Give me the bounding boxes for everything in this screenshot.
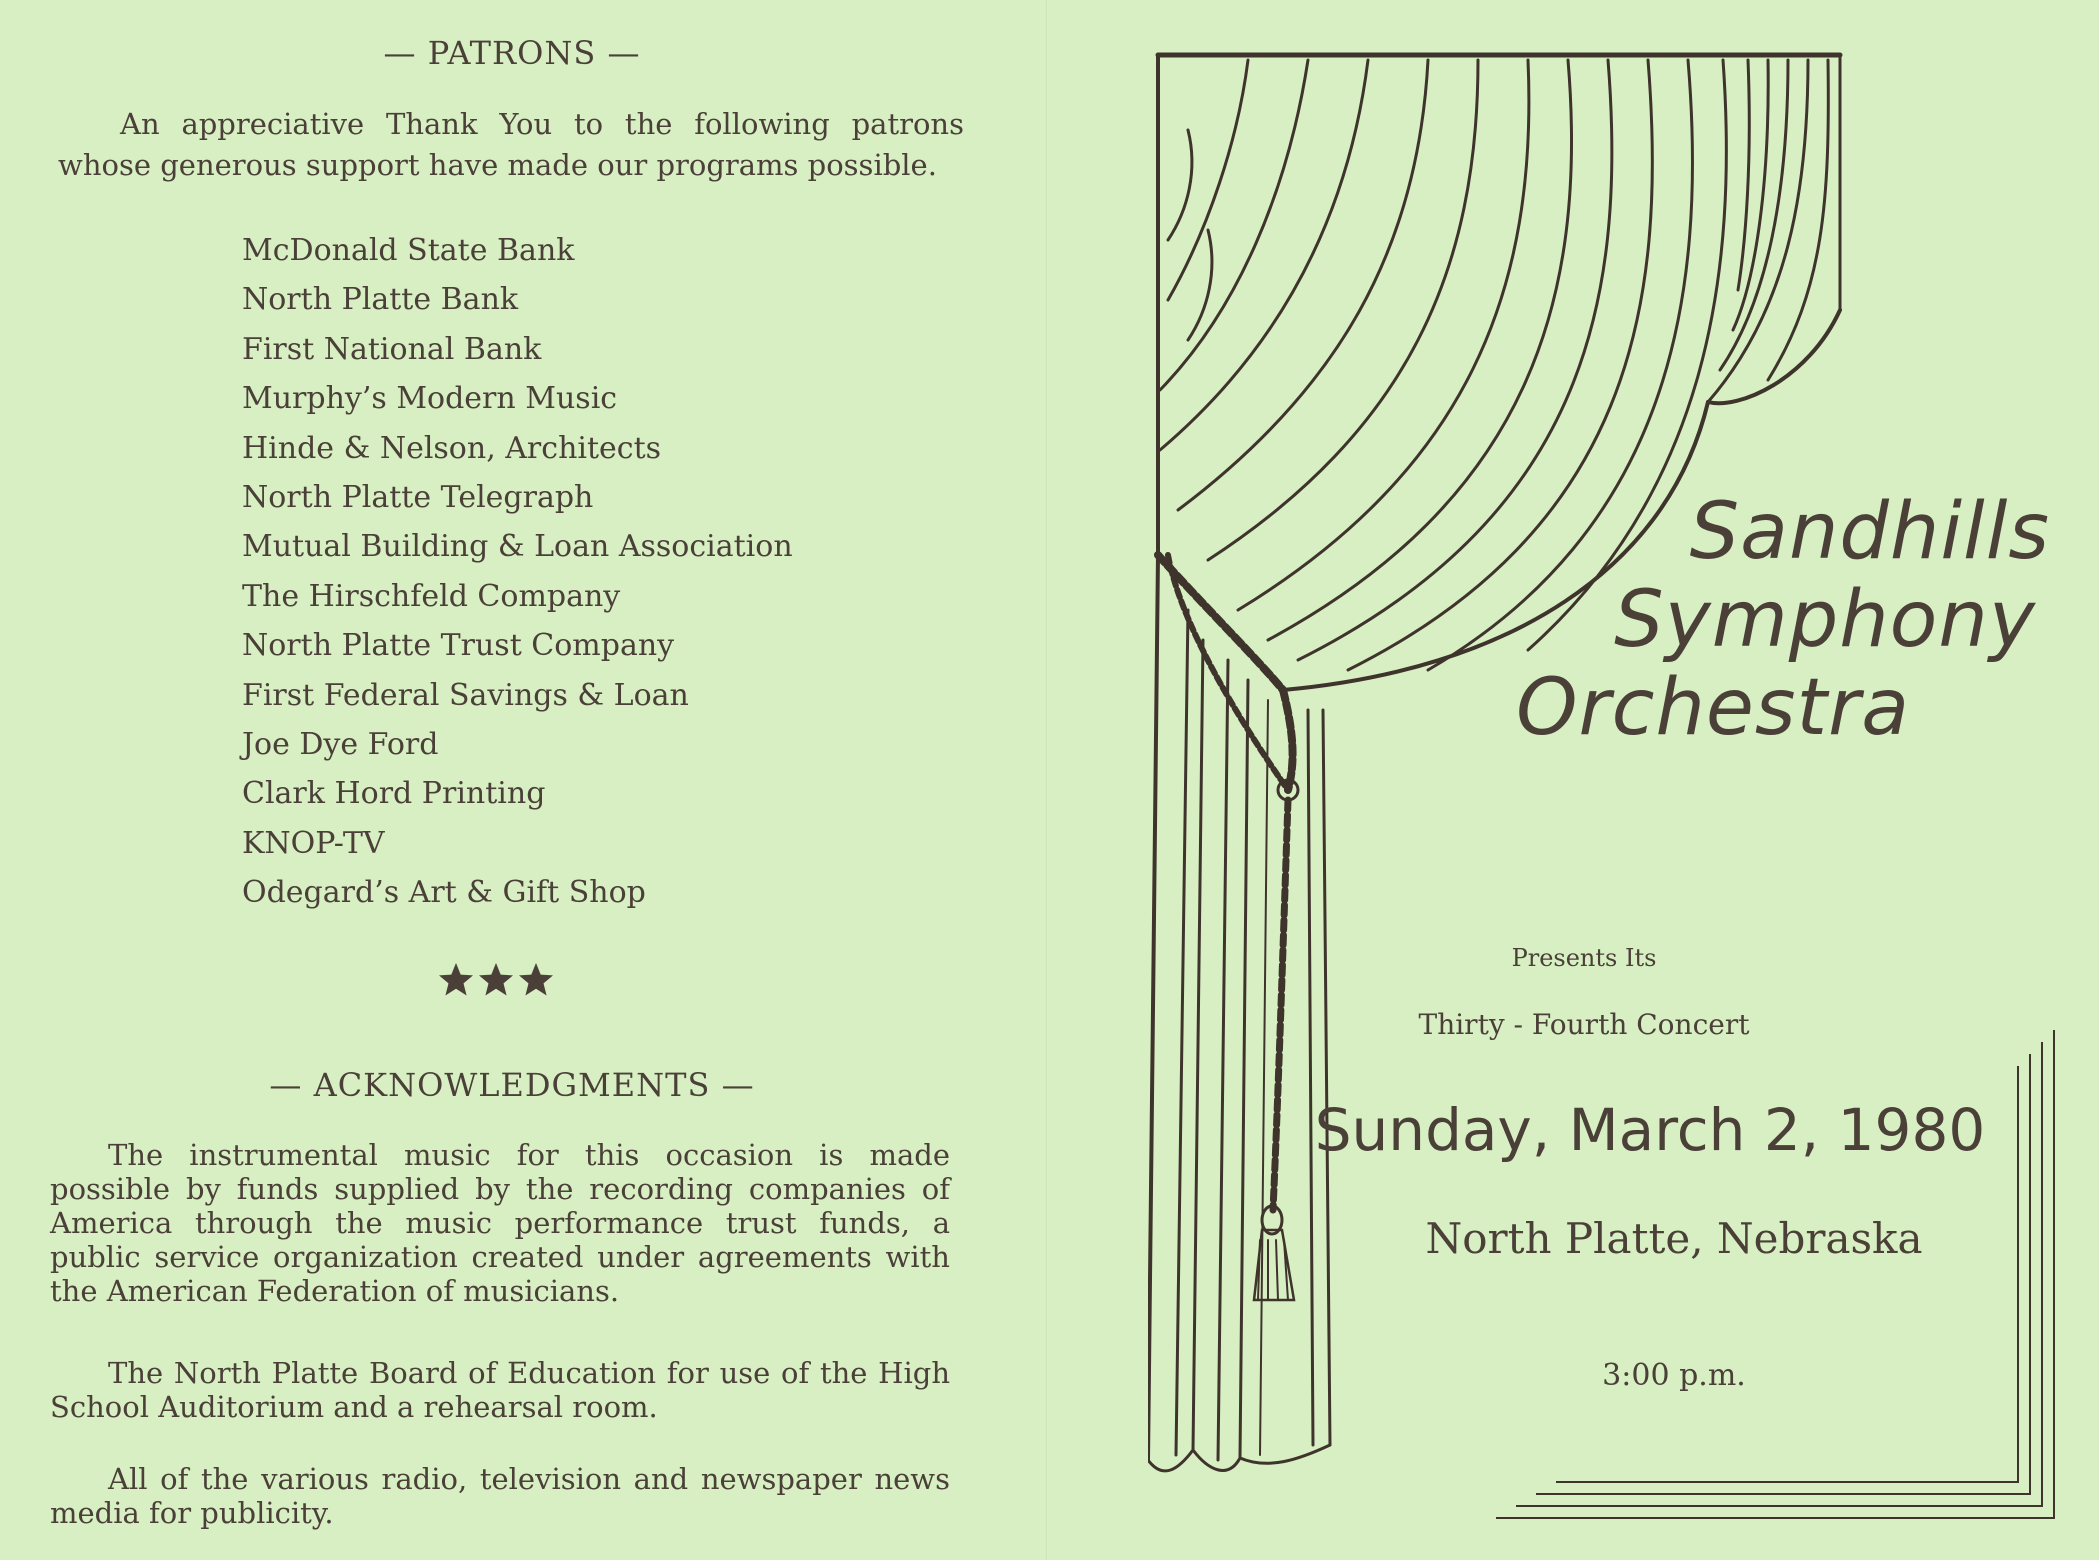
- orchestra-title: [1516, 488, 2050, 752]
- patron-item: Murphy’s Modern Music: [242, 381, 618, 417]
- patrons-list: [242, 226, 793, 918]
- patron-item: First Federal Savings & Loan: [242, 677, 689, 713]
- title-line-sandhills: Sandhills: [1689, 487, 2050, 577]
- concert-date: Sunday, March 2, 1980: [1314, 1096, 1986, 1164]
- three-stars-icon: [436, 960, 556, 1000]
- back-panel: [0, 0, 1048, 1560]
- acknowledgment-paragraph-1: [50, 1138, 950, 1308]
- patron-item: Joe Dye Ford: [242, 727, 439, 763]
- patrons-heading: — PATRONS —: [383, 34, 641, 72]
- patron-item: Clark Hord Printing: [242, 776, 546, 812]
- patron-item: McDonald State Bank: [242, 233, 575, 268]
- title-line-orchestra: Orchestra: [1516, 663, 1910, 753]
- presents-text: Presents Its: [1511, 944, 1657, 972]
- patrons-intro-text: An appreciative Thank You to the following patrons whose generous support have made our programs possible.: [58, 107, 964, 182]
- cover-panel: [1048, 0, 2099, 1560]
- concert-number: Thirty - Fourth Concert: [1418, 1008, 1750, 1041]
- acknowledgment-text: All of the various radio, television and newspaper news media for publicity.: [50, 1462, 950, 1530]
- patron-item: North Platte Trust Company: [242, 628, 675, 664]
- acknowledgment-text: The North Platte Board of Education for use of the High School Auditorium and a rehearsal room.: [50, 1356, 950, 1424]
- patron-item: Odegard’s Art & Gift Shop: [242, 875, 646, 911]
- acknowledgment-text: The instrumental music for this occasion is made possible by funds supplied by the recording companies of America through the music performance trust funds, a public service organization created under agreements with the American Federation of musicians.: [50, 1138, 950, 1308]
- patron-item: North Platte Bank: [242, 282, 519, 318]
- acknowledgments-heading: — ACKNOWLEDGMENTS —: [269, 1066, 755, 1104]
- patron-item: First National Bank: [242, 331, 542, 367]
- patron-item: North Platte Telegraph: [242, 480, 594, 516]
- patron-item: KNOP-TV: [242, 825, 385, 861]
- patron-item: Hinde & Nelson, Architects: [242, 430, 662, 466]
- concert-location: North Platte, Nebraska: [1425, 1214, 1923, 1263]
- patron-item: Mutual Building & Loan Association: [242, 529, 793, 565]
- patron-item: The Hirschfeld Company: [242, 578, 621, 614]
- concert-time: 3:00 p.m.: [1602, 1358, 1746, 1393]
- title-line-symphony: Symphony: [1614, 575, 2036, 665]
- acknowledgment-paragraph-2: [50, 1356, 950, 1424]
- acknowledgment-paragraph-3: [50, 1462, 950, 1530]
- patrons-intro: [58, 104, 964, 186]
